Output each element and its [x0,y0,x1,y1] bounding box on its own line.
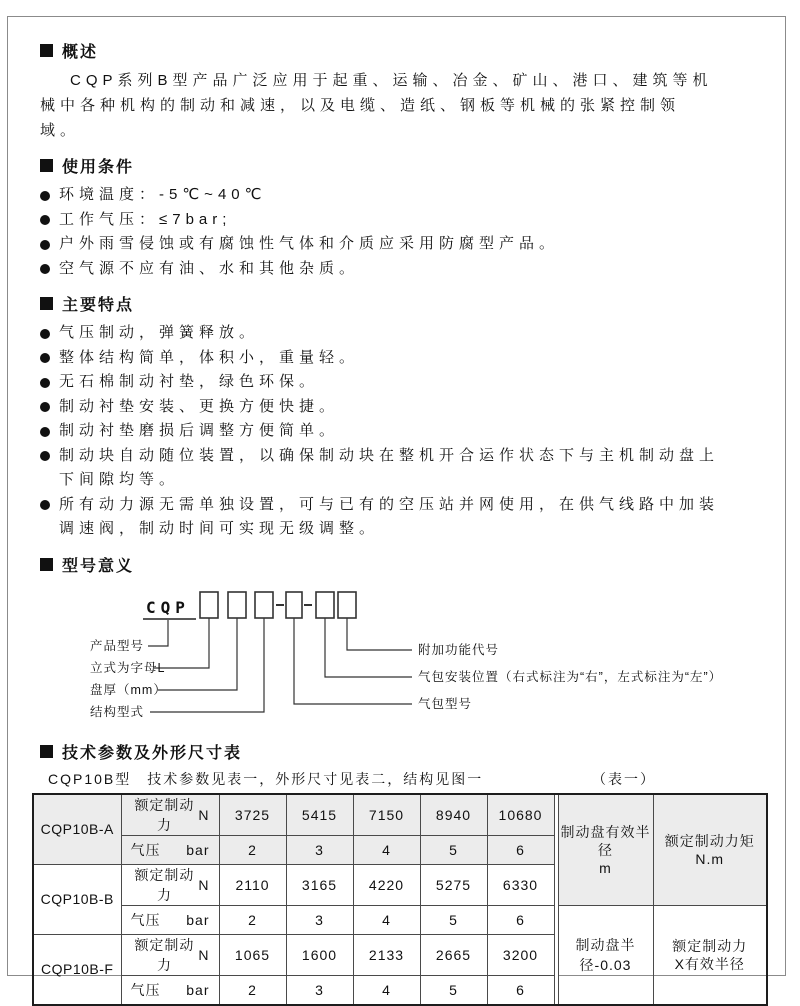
list-item [40,444,731,493]
overview-paragraph: CQP系列B型产品广泛应用于起重、运输、冶金、矿山、港口、建筑等机械中各种机构的制动和减速，以及电缆、造纸、钢板等机械的张紧控制领域。 [40,72,713,139]
diagram-label-extra-function: 附加功能代号 [418,642,500,657]
value-cell: 4 [353,905,420,934]
right-value-cell [653,905,767,1005]
section-heading-conditions [40,154,770,177]
section-title: 概述 [62,44,99,61]
table-one-tag: （表一） [592,770,656,787]
bullet-icon [40,500,50,510]
value-cell: 3 [286,905,353,934]
param-label-cell [121,864,219,905]
value-cell: 2110 [219,864,286,905]
right-header-line: m [599,859,612,876]
param-label: 额定制动力 [134,866,195,903]
section-marker-icon [40,44,53,57]
digit-box [316,592,334,618]
value-cell: 10680 [487,794,554,836]
right-value-cell: 制动盘半径-0.03 [558,905,653,1005]
features-list [40,321,770,542]
list-item-text: 气压制动，弹簧释放。 [59,324,260,341]
right-header-line: N.m [695,850,725,867]
right-header-cell [653,794,767,906]
value-cell: 4 [353,835,420,864]
connector-extra-function [347,618,412,650]
value-cell: 8940 [420,794,487,836]
list-item [40,183,731,208]
list-item [40,370,731,395]
specs-subtitle: CQP10B型 技术参数见表一，外形尺寸见表二，结构见图一 [48,770,484,787]
spec-table-1 [32,793,768,1006]
diagram-label-airbag-model: 气包型号 [418,696,473,711]
list-item [40,232,731,257]
param-unit: bar [186,841,210,858]
value-cell: 3200 [487,934,554,975]
model-diagram-graphic [40,582,780,726]
value-cell: 6330 [487,864,554,905]
list-item [40,419,731,444]
value-cell: 5 [420,835,487,864]
value-cell: 1065 [219,934,286,975]
param-label-cell [121,835,219,864]
list-item-text: 制动块自动随位装置，以确保制动块在整机开合运作状态下与主机制动盘上下间隙均等。 [59,446,720,488]
digit-box [286,592,302,618]
list-item-text: 无石棉制动衬垫，绿色环保。 [59,373,320,390]
param-label: 气压 [130,981,161,998]
list-item [40,493,731,542]
value-cell: 3725 [219,794,286,836]
list-item [40,208,731,233]
diagram-label-vertical-type: 立式为字母L [90,660,166,675]
param-label: 气压 [130,841,161,858]
section-marker-icon [40,745,53,758]
bullet-icon [40,240,50,250]
value-cell: 6 [487,975,554,1005]
value-cell: 5275 [420,864,487,905]
connector-lines [148,618,412,712]
list-item-text: 所有动力源无需单独设置，可与已有的空压站并网使用，在供气线路中加装调速阀，制动时间可实现无级调整。 [59,495,720,537]
list-item-text: 环境温度：-5℃~40℃ [59,186,267,203]
connector-airbag-position [325,618,412,677]
value-cell: 6 [487,905,554,934]
bullet-icon [40,353,50,363]
right-header-line: 制动盘有效半径 [560,823,651,858]
table-row [33,905,767,934]
bullet-icon [40,378,50,388]
list-item [40,395,731,420]
digit-box [255,592,273,618]
section-title: 使用条件 [62,159,135,176]
param-unit: bar [186,981,210,998]
param-unit: N [198,946,210,963]
bullet-icon [40,427,50,437]
list-item-text: 工作气压：≤7bar; [59,210,232,228]
value-cell: 3 [286,975,353,1005]
connector-disc-thickness [158,618,237,690]
model-cell: CQP10B-A [33,794,121,865]
list-item-text: 制动衬垫磨损后调整方便简单。 [59,422,340,439]
param-label: 气压 [130,911,161,928]
list-item-text: 制动衬垫安装、更换方便快捷。 [59,397,340,415]
right-header-line: 额定制动力矩 [664,832,755,849]
diagram-label-airbag-position: 气包安装位置（右式标注为“右”，左式标注为“左”） [418,669,723,684]
value-cell: 1600 [286,934,353,975]
value-cell: 7150 [353,794,420,836]
param-label: 额定制动力 [134,796,195,833]
model-cell: CQP10B-F [33,934,121,1005]
value-cell: 4 [353,975,420,1005]
section-heading-model-meaning [40,553,770,576]
list-item [40,321,731,346]
bullet-icon [40,402,50,412]
diagram-label-product-model: 产品型号 [90,638,145,653]
param-label-cell [121,905,219,934]
table-row [33,794,767,836]
section-marker-icon [40,558,53,571]
specs-subtitle-row [32,769,768,789]
section-title: 型号意义 [62,557,135,575]
bullet-icon [40,451,50,461]
digit-box [200,592,218,618]
value-cell: 3 [286,835,353,864]
right-value-line: X有效半径 [674,955,745,972]
param-unit: N [198,806,210,823]
value-cell: 5 [420,975,487,1005]
bullet-icon [40,191,50,201]
connector-airbag-model [294,618,412,704]
param-label-cell [121,794,219,836]
section-title: 技术参数及外形尺寸表 [62,744,243,762]
document-page [40,28,770,1006]
section-marker-icon [40,159,53,172]
value-cell: 4220 [353,864,420,905]
bullet-icon [40,329,50,339]
param-unit: bar [186,911,210,928]
digit-box [338,592,356,618]
value-cell: 3165 [286,864,353,905]
value-cell: 5415 [286,794,353,836]
value-cell: 2 [219,905,286,934]
list-item [40,257,731,282]
right-header-cell [558,794,653,906]
param-label-cell [121,934,219,975]
section-marker-icon [40,297,53,310]
value-cell: 5 [420,905,487,934]
value-cell: 2 [219,975,286,1005]
value-cell: 2133 [353,934,420,975]
list-item-text: 空气源不应有油、水和其他杂质。 [59,259,360,277]
param-label: 额定制动力 [134,936,195,973]
param-label-cell [121,975,219,1005]
value-cell: 2665 [420,934,487,975]
section-title: 主要特点 [62,297,135,314]
value-cell: 6 [487,835,554,864]
model-prefix-text: CQP [146,597,190,617]
section-heading-overview [40,39,770,62]
diagram-label-disc-thickness: 盘厚（mm） [90,682,167,697]
diagram-label-structure-type: 结构型式 [90,704,145,719]
bullet-icon [40,264,50,274]
list-item-text: 户外雨雪侵蚀或有腐蚀性气体和介质应采用防腐型产品。 [59,235,560,252]
connector-product-model [148,620,168,646]
value-cell: 2 [219,835,286,864]
model-cell: CQP10B-B [33,864,121,934]
model-number-diagram [40,582,770,726]
connector-structure-type [150,618,264,712]
section-heading-specs [40,740,770,763]
list-item [40,346,731,371]
digit-box [228,592,246,618]
bullet-icon [40,215,50,225]
section-heading-features [40,292,770,315]
list-item-text: 整体结构简单，体积小，重量轻。 [59,348,360,366]
conditions-list [40,183,770,281]
right-value-line: 额定制动力 [672,937,748,954]
param-unit: N [198,876,210,893]
